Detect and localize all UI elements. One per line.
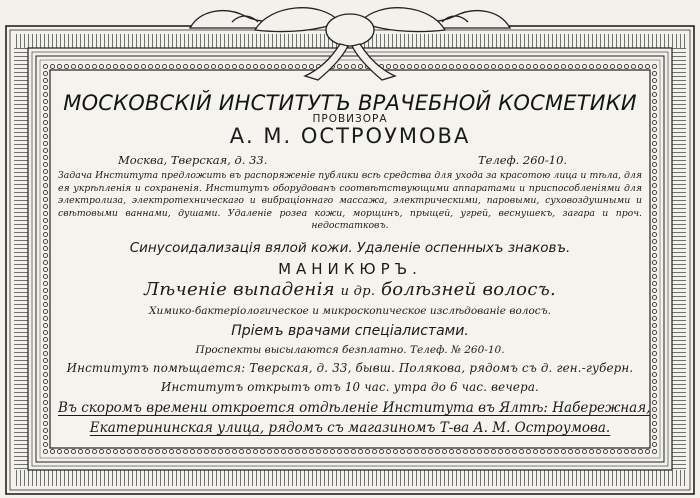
- treatment-part1: Лѣченіе выпаденія: [143, 279, 335, 300]
- yalta-text-2: Екатерининская улица, рядомъ съ магазиномъ Т-ва А. М. Остроумова.: [89, 420, 611, 436]
- owner-name: А. М. ОСТРОУМОВА: [229, 124, 471, 148]
- yalta-line-2: [58, 420, 642, 436]
- treatment-part3: болѣзней волосъ.: [381, 279, 557, 300]
- hours-line: Институтъ открытъ отъ 10 час. утра до 6 час. вечера.: [160, 380, 540, 394]
- phone: Телеф. 260-10.: [478, 153, 568, 167]
- ad-content: [58, 82, 651, 462]
- sinus-line: Синусоидализація вялой кожи. Удаленіе оспенныхъ знаковъ.: [129, 240, 571, 256]
- yalta-text-1: Въ скоромъ времени откроется отдѣленіе Института въ Ялтѣ: Набережная,: [58, 400, 651, 416]
- location-line: Институтъ помѣщается: Тверская, д. 33, бывш. Полякова, рядомъ съ д. ген.-губерн.: [66, 361, 634, 375]
- prospectus-line: Проспекты высылаются безплатно. Телеф. № 260-10.: [195, 344, 505, 356]
- manicure-heading: МАНИКЮРЪ.: [278, 260, 422, 278]
- description-paragraph: Задача Института предложить въ распоряженіе публики всѣ средства для ухода за красотою лица и тѣла, для ея укрѣпленія и сохраненія. Институтъ оборудованъ соотвѣтствующими аппаратами и приспособленіями для электролиза, электротехническаго и вибраціоннаго массажа, электрическими, паровыми, суховоздушными и свѣтовыми ваннами, душами. Удаленіе розеа кожи, морщинъ, прыщей, угрей, веснушекъ, загара и проч. недостатковъ.: [58, 170, 642, 232]
- address: Москва, Тверская, д. 33.: [118, 153, 268, 167]
- hair-treatment-line: [58, 279, 642, 300]
- provisor-label: ПРОВИЗОРА: [312, 113, 388, 125]
- institute-title: МОСКОВСКІЙ ИНСТИТУТЪ ВРАЧЕБНОЙ КОСМЕТИКИ: [63, 91, 637, 115]
- chemical-analysis-line: Химико-бактеріологическое и микроскопическое изслѣдованіе волосъ.: [149, 305, 551, 317]
- reception-line: Пріемъ врачами спеціалистами.: [231, 323, 469, 339]
- yalta-line-1: [58, 400, 651, 416]
- treatment-part2: и др.: [340, 284, 376, 299]
